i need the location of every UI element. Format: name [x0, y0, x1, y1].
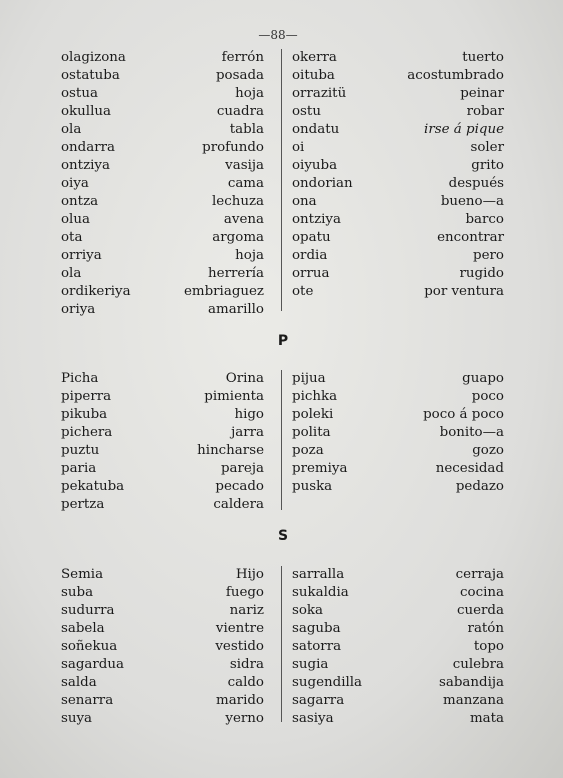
dictionary-entry: piperra	[61, 389, 112, 404]
dictionary-entry: oriya	[61, 302, 96, 317]
right-translations-column	[372, 49, 504, 301]
dictionary-entry: ondatu	[292, 122, 340, 137]
dictionary-entry: oituba	[292, 68, 335, 83]
dictionary-entry: Picha	[61, 371, 99, 386]
dictionary-entry: oiya	[61, 176, 89, 191]
dictionary-entry: necesidad	[435, 461, 504, 476]
dictionary-entry: posada	[215, 68, 264, 83]
dictionary-entry: vientre	[215, 621, 264, 636]
dictionary-entry: ostua	[61, 86, 98, 101]
dictionary-entry: oi	[292, 140, 305, 155]
dictionary-entry: topo	[473, 639, 504, 654]
dictionary-entry: culebra	[452, 657, 504, 672]
dictionary-entry: avena	[223, 212, 264, 227]
dictionary-entry: caldera	[213, 497, 264, 512]
dictionary-entry: encontrar	[437, 230, 504, 245]
dictionary-entry: salda	[61, 675, 97, 690]
dictionary-entry: pertza	[61, 497, 105, 512]
right-translations-column	[372, 370, 504, 496]
dictionary-entry: ontziya	[61, 158, 110, 173]
dictionary-entry: poza	[292, 443, 324, 458]
dictionary-entry: premiya	[292, 461, 348, 476]
dictionary-entry: sasiya	[292, 711, 334, 726]
dictionary-entry: amarillo	[208, 302, 264, 317]
dictionary-entry: cerraja	[455, 567, 504, 582]
dictionary-entry: sidra	[229, 657, 264, 672]
dictionary-entry: ota	[61, 230, 83, 245]
section-letter-p: P	[277, 333, 289, 349]
dictionary-entry: orriya	[61, 248, 102, 263]
dictionary-entry: hoja	[235, 248, 264, 263]
dictionary-entry: vasija	[225, 158, 264, 173]
dictionary-entry: nariz	[229, 603, 264, 618]
dictionary-entry: herrería	[208, 266, 264, 281]
dictionary-entry: poleki	[292, 407, 334, 422]
dictionary-entry: pichka	[292, 389, 338, 404]
dictionary-entry: tabla	[229, 122, 264, 137]
dictionary-entry: embriaguez	[183, 284, 264, 299]
dictionary-entry: soñekua	[61, 639, 118, 654]
dictionary-entry: rugido	[459, 266, 504, 281]
dictionary-entry: grito	[471, 158, 504, 173]
dictionary-entry: barco	[465, 212, 504, 227]
dictionary-entry: pijua	[292, 371, 326, 386]
dictionary-entry: sugia	[292, 657, 329, 672]
dictionary-entry: ola	[61, 266, 82, 281]
dictionary-entry: opatu	[292, 230, 331, 245]
dictionary-entry: gozo	[472, 443, 504, 458]
dictionary-entry: higo	[234, 407, 264, 422]
dictionary-entry: pero	[473, 248, 504, 263]
dictionary-entry: guapo	[462, 371, 504, 386]
dictionary-entry: jarra	[231, 425, 264, 440]
dictionary-entry: polita	[292, 425, 331, 440]
dictionary-entry: pikuba	[61, 407, 108, 422]
dictionary-entry: paria	[61, 461, 97, 476]
dictionary-entry: soka	[292, 603, 324, 618]
dictionary-entry: satorra	[292, 639, 342, 654]
dictionary-entry: hincharse	[197, 443, 264, 458]
dictionary-entry: ordikeriya	[61, 284, 131, 299]
dictionary-entry: ola	[61, 122, 82, 137]
dictionary-entry: sagarra	[292, 693, 345, 708]
dictionary-entry: poco á poco	[423, 407, 504, 422]
dictionary-entry: puztu	[61, 443, 100, 458]
left-translations-column	[150, 566, 264, 728]
dictionary-entry: argoma	[212, 230, 264, 245]
dictionary-entry: Semia	[61, 567, 104, 582]
dictionary-entry: puska	[292, 479, 333, 494]
dictionary-entry: sabandija	[438, 675, 504, 690]
dictionary-entry: ondorian	[292, 176, 353, 191]
section-letter-s: S	[277, 528, 289, 544]
dictionary-entry: orrua	[292, 266, 330, 281]
dictionary-entry: caldo	[227, 675, 264, 690]
dictionary-entry: tuerto	[462, 50, 504, 65]
dictionary-entry: por ventura	[424, 284, 504, 299]
dictionary-entry: bueno—a	[440, 194, 504, 209]
dictionary-entry: ordia	[292, 248, 328, 263]
dictionary-entry: sugendilla	[292, 675, 363, 690]
dictionary-entry: saguba	[292, 621, 341, 636]
dictionary-entry: okerra	[292, 50, 337, 65]
page-number: —88—	[258, 28, 298, 42]
dictionary-entry: manzana	[443, 693, 504, 708]
dictionary-entry: senarra	[61, 693, 114, 708]
left-translations-column	[150, 49, 264, 319]
dictionary-entry: ondarra	[61, 140, 116, 155]
dictionary-entry: cuerda	[456, 603, 504, 618]
dictionary-entry: okullua	[61, 104, 111, 119]
dictionary-entry: bonito—a	[439, 425, 504, 440]
dictionary-entry: oiyuba	[292, 158, 338, 173]
dictionary-entry: pareja	[220, 461, 264, 476]
dictionary-entry: ontza	[61, 194, 99, 209]
dictionary-entry: pichera	[61, 425, 113, 440]
dictionary-entry: sabela	[61, 621, 105, 636]
dictionary-entry: Orina	[225, 371, 264, 386]
dictionary-entry: pedazo	[455, 479, 504, 494]
dictionary-entry: yerno	[225, 711, 264, 726]
dictionary-entry: ostatuba	[61, 68, 120, 83]
dictionary-entry: cama	[227, 176, 264, 191]
dictionary-entry: suya	[61, 711, 93, 726]
dictionary-entry: suba	[61, 585, 94, 600]
dictionary-entry: profundo	[202, 140, 264, 155]
column-divider	[281, 49, 282, 311]
dictionary-entry: irse á pique	[424, 122, 504, 137]
dictionary-entry: orrazitü	[292, 86, 347, 101]
dictionary-entry: fuego	[225, 585, 264, 600]
dictionary-entry: ote	[292, 284, 314, 299]
dictionary-entry: pecado	[215, 479, 264, 494]
dictionary-entry: sudurra	[61, 603, 115, 618]
dictionary-entry: marido	[216, 693, 264, 708]
dictionary-entry: robar	[466, 104, 504, 119]
dictionary-entry: después	[448, 176, 504, 191]
dictionary-entry: lechuza	[212, 194, 264, 209]
dictionary-entry: sarralla	[292, 567, 345, 582]
dictionary-entry: pimienta	[204, 389, 264, 404]
dictionary-entry: hoja	[235, 86, 264, 101]
dictionary-entry: ferrón	[221, 50, 264, 65]
right-translations-column	[372, 566, 504, 728]
dictionary-entry: sukaldia	[292, 585, 349, 600]
dictionary-entry: olua	[61, 212, 90, 227]
dictionary-entry: ona	[292, 194, 317, 209]
dictionary-entry: ontziya	[292, 212, 341, 227]
dictionary-entry: peinar	[460, 86, 504, 101]
left-translations-column	[150, 370, 264, 514]
column-divider	[281, 370, 282, 510]
dictionary-entry: sagardua	[61, 657, 124, 672]
dictionary-entry: soler	[470, 140, 504, 155]
dictionary-entry: vestido	[215, 639, 264, 654]
dictionary-entry: ostu	[292, 104, 321, 119]
dictionary-entry: cocina	[460, 585, 504, 600]
dictionary-entry: pekatuba	[61, 479, 125, 494]
dictionary-entry: Hijo	[235, 567, 264, 582]
dictionary-entry: cuadra	[216, 104, 264, 119]
dictionary-entry: ratón	[467, 621, 504, 636]
dictionary-entry: mata	[469, 711, 504, 726]
column-divider	[281, 566, 282, 722]
dictionary-entry: olagizona	[61, 50, 126, 65]
dictionary-entry: poco	[471, 389, 504, 404]
dictionary-entry: acostumbrado	[407, 68, 504, 83]
